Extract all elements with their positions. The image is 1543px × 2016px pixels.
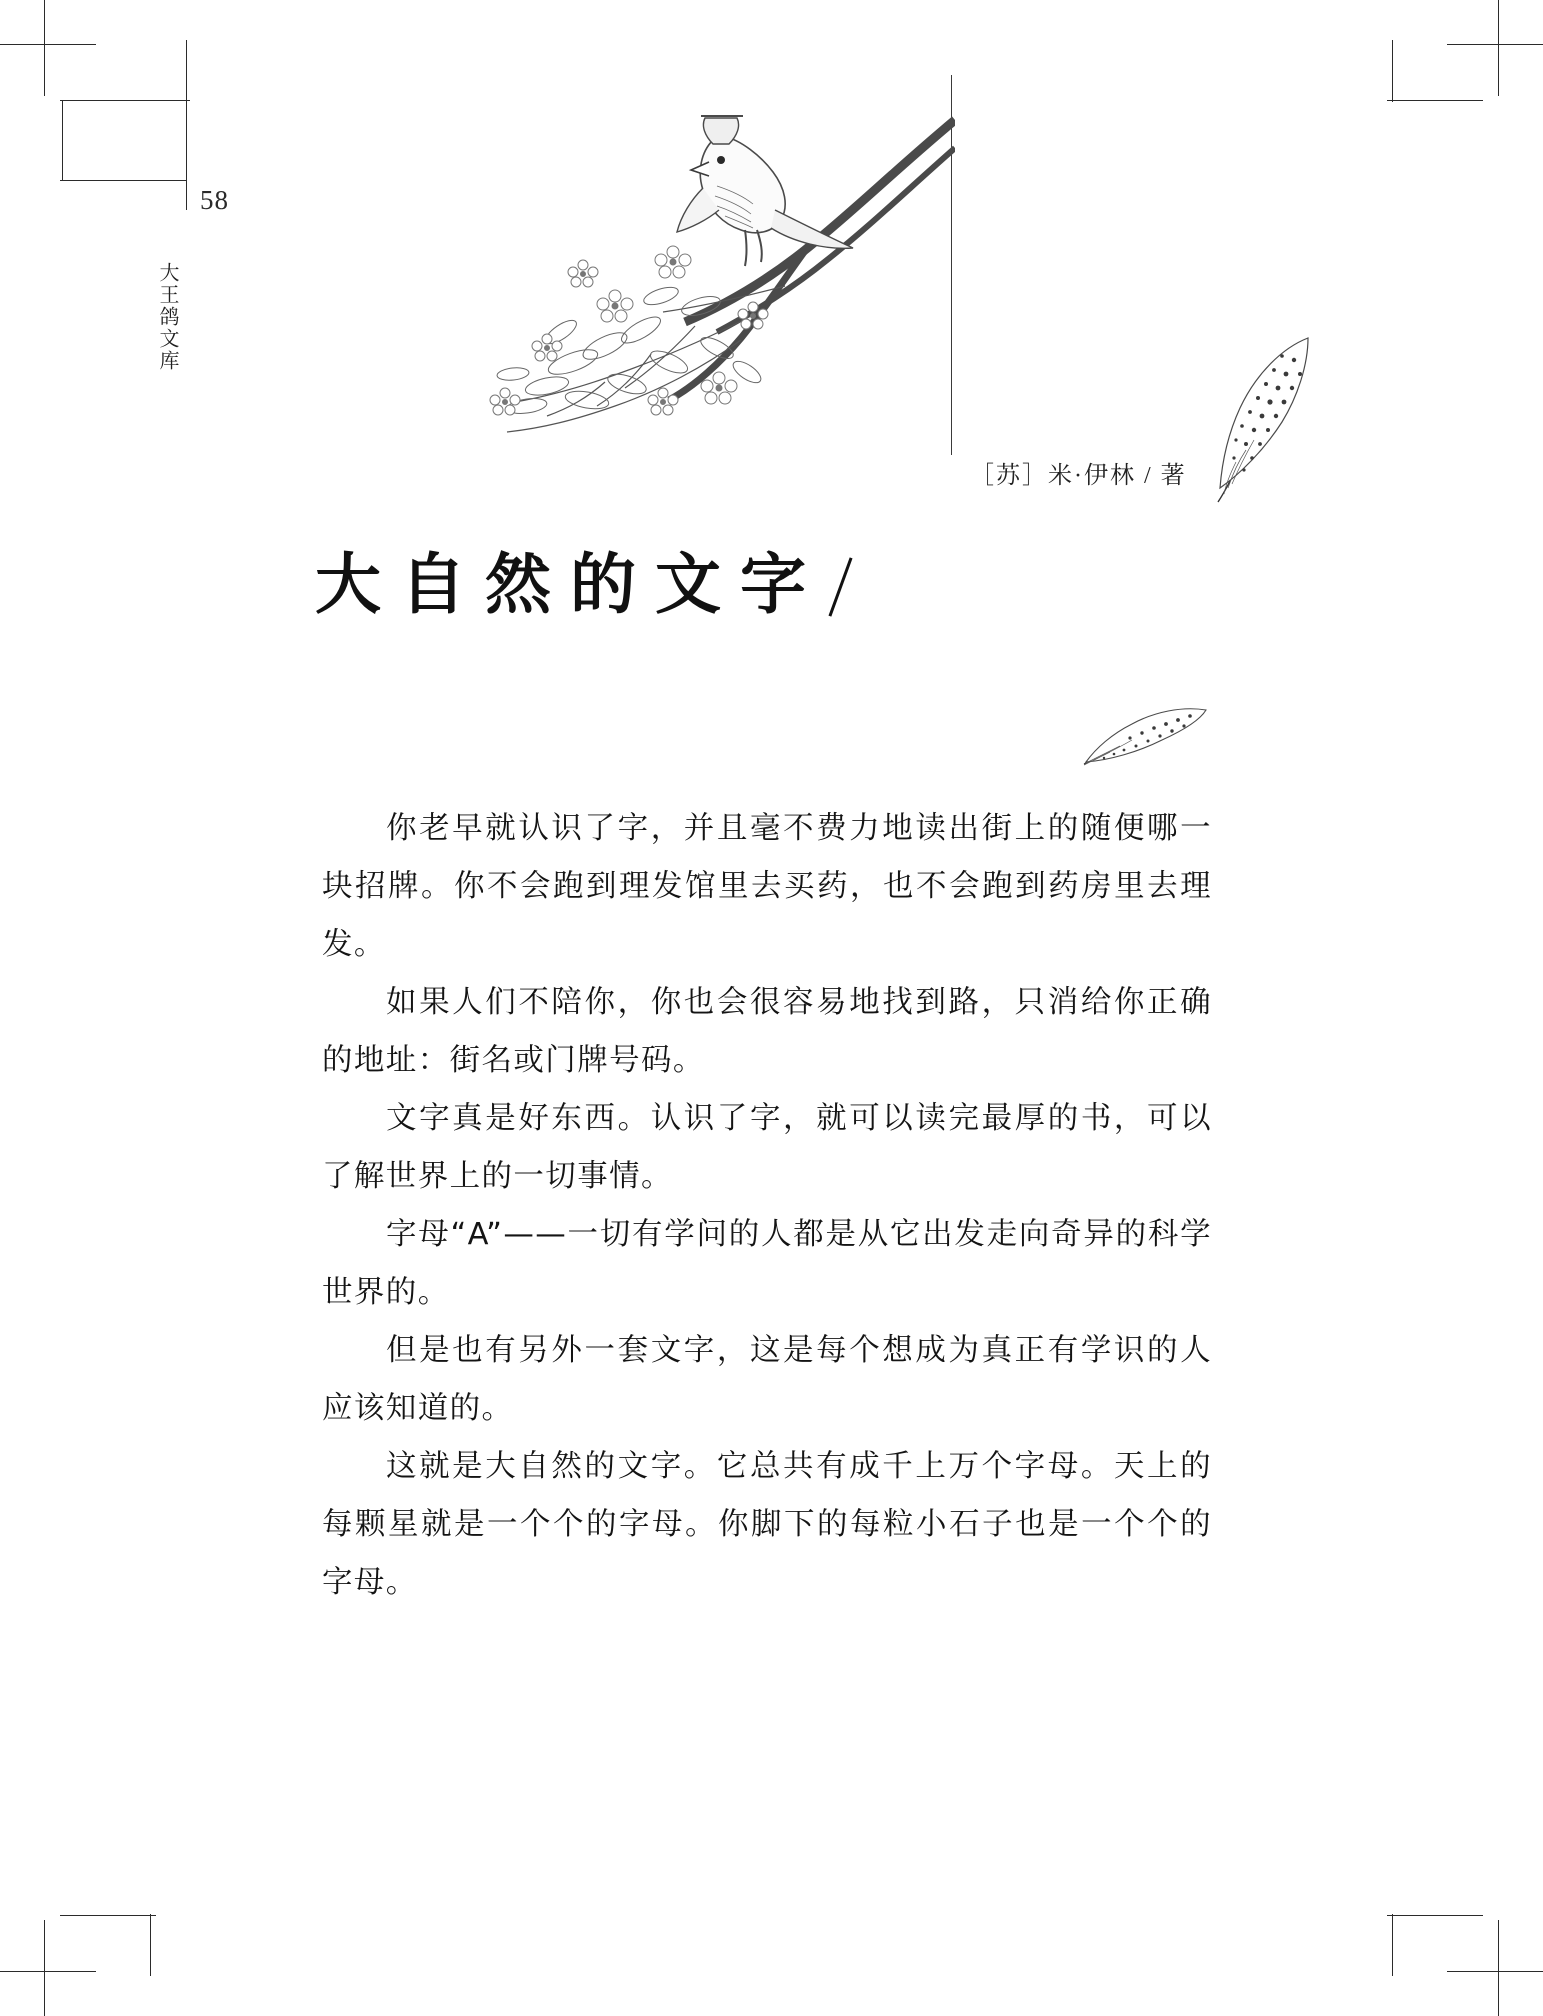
paragraph: 你老早就认识了字，并且毫不费力地读出街上的随便哪一块招牌。你不会跑到理发馆里去买药，也不会跑到药房里去理发。 <box>322 811 1212 962</box>
page-title <box>315 546 863 623</box>
bird-on-blossom-branch-icon <box>455 100 955 470</box>
crop-mark-top-right <box>1343 0 1543 120</box>
series-label: 大王鸽文库 <box>156 262 178 372</box>
paragraph: 文字真是好东西。认识了字，就可以读完最厚的书，可以了解世界上的一切事情。 <box>322 1101 1212 1194</box>
crop-mark-bottom-right <box>1343 1886 1543 2016</box>
article-body <box>322 800 1212 1612</box>
page-title-text: 大自然的文字 <box>315 546 825 623</box>
paragraph: 如果人们不陪你，你也会很容易地找到路，只消给你正确的地址：街名或门牌号码。 <box>322 985 1212 1078</box>
paragraph: 但是也有另外一套文字，这是每个想成为真正有学识的人应该知道的。 <box>322 1333 1212 1426</box>
paragraph: 字母“A”——一切有学问的人都是从它出发走向奇异的科学世界的。 <box>322 1217 1212 1310</box>
feather-icon <box>1190 330 1320 510</box>
title-slash-mark <box>819 556 863 618</box>
page-number: 58 <box>200 185 229 215</box>
author-credit: ［苏］米·伊林 / 著 <box>970 463 1187 489</box>
feather-icon <box>1080 700 1210 775</box>
crop-mark-bottom-left <box>0 1886 200 2016</box>
paragraph: 这就是大自然的文字。它总共有成千上万个字母。天上的每颗星就是一个个的字母。你脚下的每粒小石子也是一个个的字母。 <box>322 1449 1212 1600</box>
